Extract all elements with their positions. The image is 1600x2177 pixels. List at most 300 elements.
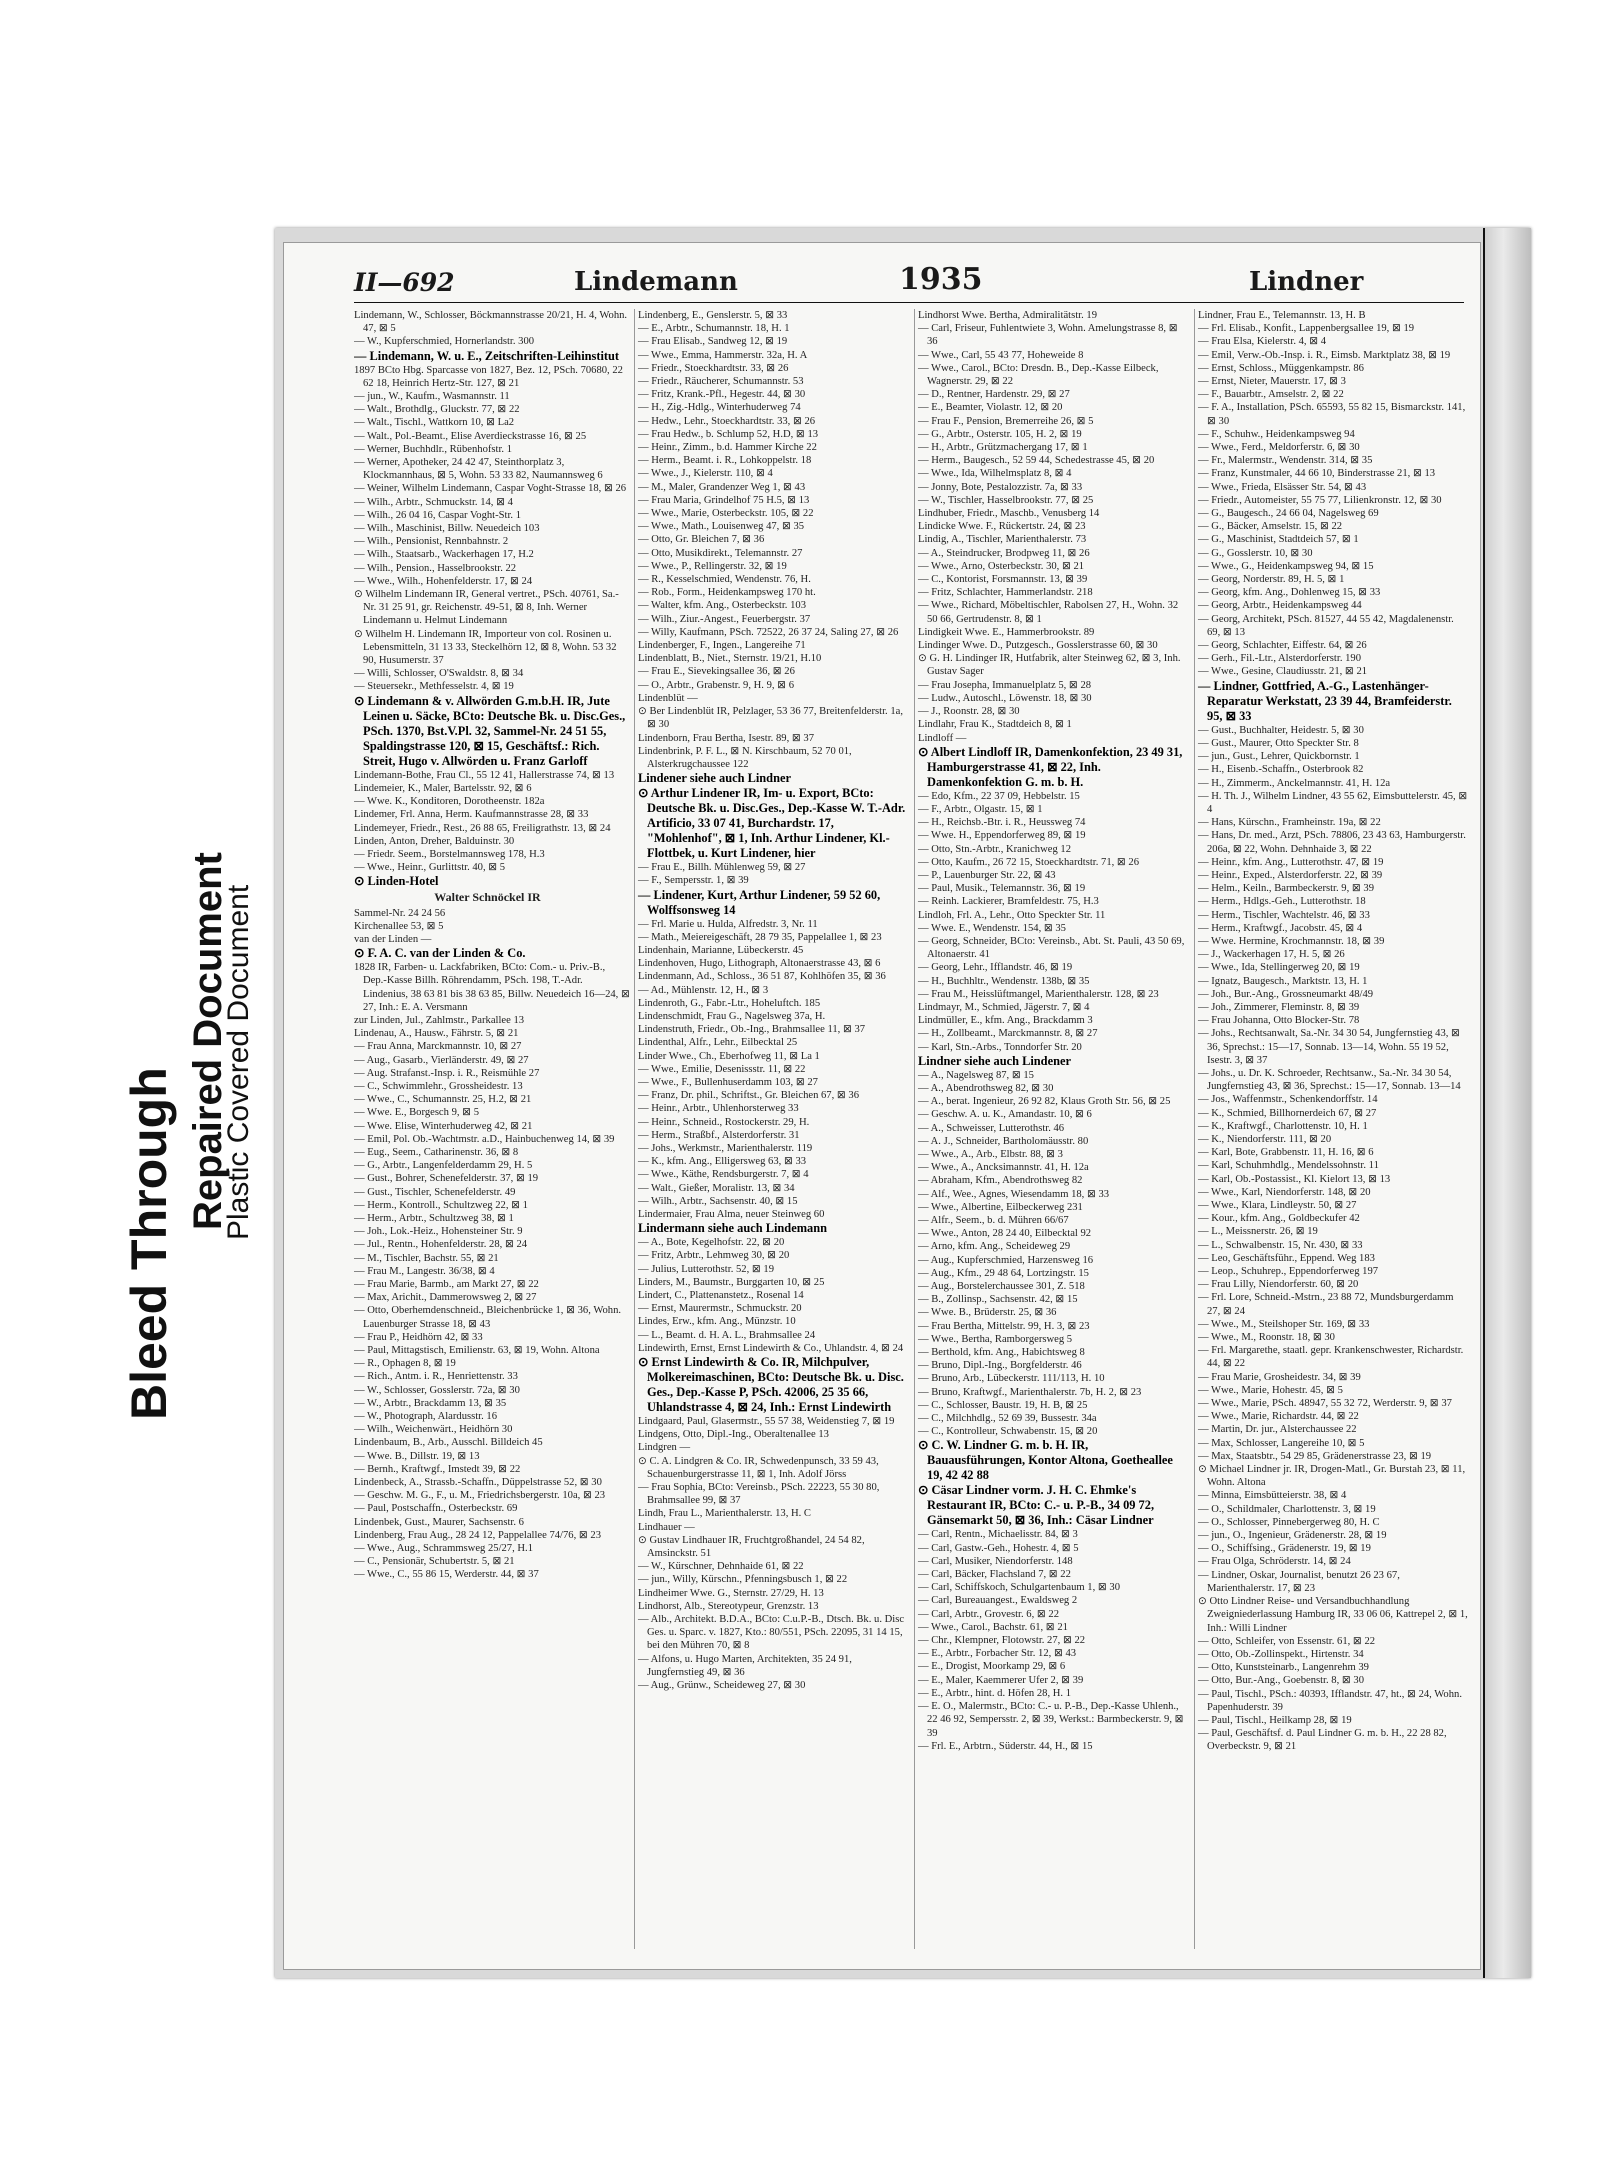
headword-left: Lindemann — [574, 267, 738, 297]
directory-entry: — H., Buchhltr., Wendenstr. 138b, ⊠ 35 — [918, 975, 1090, 987]
directory-entry: ⊙ Michael Lindner jr. IR, Drogen-Matl., Gr. Burstah 23, ⊠ 11, Wohn. Altona — [1198, 1464, 1466, 1489]
directory-entry: — Otto, Gr. Bleichen 7, ⊠ 36 — [638, 534, 765, 546]
directory-entry: — Chr., Klempner, Flotowstr. 27, ⊠ 22 — [918, 1635, 1086, 1647]
directory-entry: — Ad., Mühlenstr. 12, H., ⊠ 3 — [638, 984, 769, 996]
directory-entry: — Math., Meiereigeschäft, 28 79 35, Pappelallee 1, ⊠ 23 — [638, 931, 882, 943]
directory-entry: — J., Roonstr. 28, ⊠ 30 — [918, 706, 1020, 718]
directory-entry: — Georg, Norderstr. 89, H. 5, ⊠ 1 — [1198, 574, 1345, 586]
directory-entry: — G., Arbtr., Langenfelderdamm 29, H. 5 — [354, 1160, 533, 1172]
directory-entry: — E., Drogist, Moorkamp 29, ⊠ 6 — [918, 1661, 1066, 1673]
directory-entry: — Frau Marie, Grosheidestr. 34, ⊠ 39 — [1198, 1371, 1361, 1383]
directory-entry: Lindgren — — [638, 1442, 691, 1454]
column-2 — [634, 309, 908, 1949]
directory-entry: — Herm., Kontroll., Schultzweg 22, ⊠ 1 — [354, 1199, 528, 1211]
directory-entry: — Otto, Schleifer, von Essenstr. 61, ⊠ 22 — [1198, 1635, 1376, 1647]
directory-entry: Lindenberger, F., Ingen., Langereihe 71 — [638, 640, 806, 652]
directory-entry: — Hans, Kürschn., Framheinstr. 19a, ⊠ 22 — [1198, 817, 1381, 829]
directory-entry: — Reinh. Lackierer, Bramfeldestr. 75, H.3 — [918, 896, 1099, 908]
directory-entry: — Hans, Dr. med., Arzt, PSch. 78806, 23 43 63, Hamburgerstr. 206a, ⊠ 22, Wohn. Dehnhaide 3, ⊠ 22 — [1198, 830, 1466, 855]
directory-entry: — Wwe., M., Roonstr. 18, ⊠ 30 — [1198, 1332, 1335, 1344]
directory-entry: Lindemeier, K., Maler, Bartelsstr. 92, ⊠ 6 — [354, 782, 532, 794]
directory-entry: — Ignatz, Baugesch., Marktstr. 13, H. 1 — [1198, 975, 1368, 987]
directory-entry: — Helm., Keiln., Barmbeckerstr. 9, ⊠ 39 — [1198, 883, 1374, 895]
directory-entry: Lindmayr, M., Schmied, Jägerstr. 7, ⊠ 4 — [918, 1001, 1090, 1013]
directory-entry: — Wwe., Carol., BCto: Dresdn. B., Dep.-Kasse Eilbeck, Wagnerstr. 29, ⊠ 22 — [918, 362, 1159, 388]
directory-entry: — Fritz, Arbtr., Lehmweg 30, ⊠ 20 — [638, 1250, 790, 1262]
directory-entry: — Paul, Geschäftsf. d. Paul Lindner G. m. b. H., 22 28 82, Overbeckstr. 9, ⊠ 21 — [1198, 1728, 1447, 1753]
directory-entry: ⊙ Ernst Lindewirth & Co. IR, Milchpulver, Molkereimaschinen, BCto: Deutsche Bk. u. Disc. Ges., Dep.-Kasse P, PSch. 42006, 25 35 66, Uhlandstrasse 4, ⊠ 24, Inh.: Ernst Lindewirth — [638, 1355, 904, 1415]
directory-entry: Walter Schnöckel IR — [434, 890, 541, 905]
directory-entry: — Wwe. H., Eppendorferweg 89, ⊠ 19 — [918, 830, 1086, 842]
directory-entry: — F., Arbtr., Olgastr. 15, ⊠ 1 — [918, 803, 1043, 815]
directory-entry: — K., Schmied, Billhornerdeich 67, ⊠ 27 — [1198, 1107, 1377, 1119]
directory-entry: — Carl, Rentn., Michaelisstr. 84, ⊠ 3 — [918, 1529, 1078, 1541]
directory-entry: — Paul, Postschaffn., Osterbeckstr. 69 — [354, 1503, 518, 1515]
directory-entry: — Georg, Schlachter, Eiffestr. 64, ⊠ 26 — [1198, 640, 1367, 652]
directory-entry: — W., Kupferschmied, Hornerlandstr. 300 — [354, 336, 535, 348]
directory-entry: — Paul, Tischl., Heilkamp 28, ⊠ 19 — [1198, 1714, 1352, 1726]
directory-entry: Lindenstruth, Friedr., Ob.-Ing., Brahmsallee 11, ⊠ 37 — [638, 1024, 866, 1036]
directory-entry: — Fritz, Schlachter, Hammerlandstr. 218 — [918, 587, 1093, 599]
directory-entry: — Eug., Seem., Catharinenstr. 36, ⊠ 8 — [354, 1146, 519, 1158]
directory-entry: — Martin, Dr. jur., Alsterchaussee 22 — [1198, 1424, 1357, 1436]
directory-entry: — E., Maler, Kaemmerer Ufer 2, ⊠ 39 — [918, 1674, 1084, 1686]
directory-entry: Lindes, Erw., kfm. Ang., Münzstr. 10 — [638, 1316, 796, 1328]
directory-entry: — Wwe., Wilh., Hohenfelderstr. 17, ⊠ 24 — [354, 575, 533, 587]
directory-entry: — L., Beamt. d. H. A. L., Brahmsallee 24 — [638, 1329, 816, 1341]
scanned-page-frame — [275, 228, 1531, 1978]
directory-entry: — Werner, Buchhdlr., Rübenhofstr. 1 — [354, 443, 512, 455]
directory-entry: — Wwe. Hermine, Krochmannstr. 18, ⊠ 39 — [1198, 935, 1385, 947]
directory-entry: — Frau M., Langestr. 36/38, ⊠ 4 — [354, 1265, 495, 1277]
directory-entry: ⊙ G. H. Lindinger IR, Hutfabrik, alter Steinweg 62, ⊠ 3, Inh. Gustav Sager — [918, 653, 1181, 678]
directory-entry: — H., Arbtr., Grützmachergang 17, ⊠ 1 — [918, 442, 1088, 454]
directory-entry: van der Linden — — [354, 933, 432, 945]
directory-entry: — Wwe. K., Konditoren, Dorotheenstr. 182a — [354, 796, 545, 808]
directory-entry: — R., Kesselschmied, Wendenstr. 76, H. — [638, 574, 811, 586]
directory-entry: — Gust., Maurer, Otto Speckter Str. 8 — [1198, 737, 1359, 749]
directory-entry: — Herm., Beamt. i. R., Lohkoppelstr. 18 — [638, 455, 812, 467]
directory-entry: — Georg, Arbtr., Heidenkampsweg 44 — [1198, 600, 1362, 612]
directory-entry: — Frau Olga, Schröderstr. 14, ⊠ 24 — [1198, 1556, 1351, 1568]
directory-entry: ⊙ Wilhelm H. Lindemann IR, Importeur von col. Rosinen u. Lebensmitteln, 31 13 33, Steckelhörn 12, ⊠ 8, Wohn. 53 32 90, Husumerstr. 37 — [354, 628, 617, 667]
directory-entry: — Alf., Wee., Agnes, Wiesendamm 18, ⊠ 33 — [918, 1188, 1110, 1200]
directory-entry: — Wwe., Ferd., Meldorferstr. 6, ⊠ 30 — [1198, 442, 1360, 454]
directory-entry: Lindemann, W., Schlosser, Böckmannstrasse 20/21, H. 4, Wohn. 47, ⊠ 5 — [354, 310, 628, 335]
directory-entry: Lindgaard, Paul, Glasermstr., 55 57 38, Weidenstieg 7, ⊠ 19 — [638, 1416, 895, 1428]
directory-entry: — G., Bäcker, Amselstr. 15, ⊠ 22 — [1198, 521, 1343, 533]
directory-entry: — O., Schlosser, Pinnebergerweg 80, H. C — [1198, 1516, 1380, 1528]
directory-entry: — Wwe., Carol., Bachstr. 61, ⊠ 21 — [918, 1621, 1068, 1633]
directory-entry: Lindenhain, Marianne, Lübeckerstr. 45 — [638, 944, 804, 956]
directory-entry: — E., Arbtr., Schumannstr. 18, H. 1 — [638, 323, 790, 335]
directory-entry: Lindenborn, Frau Bertha, Isestr. 89, ⊠ 37 — [638, 732, 814, 744]
directory-entry: — A., Abendrothsweg 82, ⊠ 30 — [918, 1082, 1054, 1094]
directory-entry: — Frau Hedw., b. Schlump 52, H.D, ⊠ 13 — [638, 428, 819, 440]
directory-entry: — Emil, Verw.-Ob.-Insp. i. R., Eimsb. Marktplatz 38, ⊠ 19 — [1198, 349, 1451, 361]
directory-entry: — Georg, Architekt, PSch. 81527, 44 55 42, Magdalenenstr. 69, ⊠ 13 — [1198, 613, 1454, 638]
directory-entry: — W., Kürschner, Dehnhaide 61, ⊠ 22 — [638, 1561, 804, 1573]
directory-entry: — Wilh., Maschinist, Billw. Neuedeich 103 — [354, 523, 540, 535]
directory-entry: — Heinr., Arbtr., Uhlenhorsterweg 33 — [638, 1103, 799, 1115]
directory-entry: — Georg, kfm. Ang., Dohlenweg 15, ⊠ 33 — [1198, 587, 1381, 599]
directory-entry: — Ernst, Schloss., Müggenkampstr. 86 — [1198, 362, 1364, 374]
directory-entry: — H., Eisenb.-Schaffn., Osterbrook 82 — [1198, 764, 1364, 776]
directory-entry: — Max, Staatsbtr., 54 29 85, Grädenerstrasse 23, ⊠ 19 — [1198, 1450, 1432, 1462]
directory-entry: — Heinr., Zimm., b.d. Hammer Kirche 22 — [638, 442, 817, 454]
directory-entry: — Otto, Kunststeinarb., Langenrehm 39 — [1198, 1662, 1369, 1674]
directory-entry: Lindenau, A., Hausw., Fährstr. 5, ⊠ 21 — [354, 1028, 519, 1040]
directory-entry: — W., Arbtr., Brackdamm 13, ⊠ 35 — [354, 1397, 507, 1409]
directory-entry: — C., Milchhdlg., 52 69 39, Bussestr. 34a — [918, 1413, 1097, 1425]
directory-entry: Lindenthal, Alfr., Lehr., Eilbecktal 25 — [638, 1037, 798, 1049]
directory-entry: ⊙ C. A. Lindgren & Co. IR, Schwedenpunsch, 33 59 43, Schauenburgerstrasse 11, ⊠ 1, Inh. Adolf Jörss — [638, 1455, 879, 1480]
directory-entry: — Karl, Ob.-Postassist., Kl. Kielort 13, ⊠ 13 — [1198, 1173, 1391, 1185]
directory-entry: Lindlahr, Frau K., Stadtdeich 8, ⊠ 1 — [918, 719, 1072, 731]
directory-entry: — C., Kontorist, Forsmannstr. 13, ⊠ 39 — [918, 574, 1088, 586]
directory-entry: — Wwe., A., Ancksimannstr. 41, H. 12a — [918, 1162, 1089, 1174]
directory-entry: — Wwe., Marie, Hohestr. 45, ⊠ 5 — [1198, 1384, 1343, 1396]
directory-entry: — Wwe., Karl, Niendorferstr. 148, ⊠ 20 — [1198, 1186, 1371, 1198]
directory-entry: — Carl, Bureauangest., Ewaldsweg 2 — [918, 1595, 1078, 1607]
directory-entry: Lindenblüt — — [638, 692, 698, 704]
page-number: II—692 — [354, 268, 455, 297]
directory-entry: — Walt., Pol.-Beamt., Elise Averdieckstrasse 16, ⊠ 25 — [354, 430, 587, 442]
directory-entry: ⊙ Wilhelm Lindemann IR, General vertret., PSch. 40761, Sa.-Nr. 31 25 91, gr. Reichenstr. 49-51, ⊠ 8, Inh. Werner Lindemann u. Helmut Lindemann — [354, 589, 619, 627]
directory-entry: — jun., Gust., Lehrer, Quickbornstr. 1 — [1198, 751, 1360, 763]
directory-entry: — Frau Anna, Marckmannstr. 10, ⊠ 27 — [354, 1041, 522, 1053]
headword-right: Lindner — [1249, 267, 1364, 297]
directory-entry: — Friedr., Räucherer, Schumannstr. 53 — [638, 376, 804, 388]
directory-entry: — Frau Marie, Barmb., am Markt 27, ⊠ 22 — [354, 1279, 539, 1290]
directory-entry: — Rich., Antm. i. R., Henriettenstr. 33 — [354, 1371, 518, 1383]
directory-entry: — Ludw., Autoschl., Löwenstr. 18, ⊠ 30 — [918, 692, 1092, 704]
directory-entry: — Arno, kfm. Ang., Scheideweg 29 — [918, 1241, 1071, 1253]
directory-entry: — C., Schwimmlehr., Grossheidestr. 13 — [354, 1080, 523, 1092]
directory-entry: — Wwe. B., Dillstr. 19, ⊠ 13 — [354, 1450, 480, 1462]
directory-year: 1935 — [899, 262, 983, 297]
directory-entry: — Aug., Borstelerchaussee 301, Z. 518 — [918, 1281, 1085, 1293]
directory-entry: — C., Schlosser, Baustr. 19, H. B, ⊠ 25 — [918, 1399, 1088, 1411]
directory-entry: — O., Schiffsing., Grädenerstr. 19, ⊠ 19 — [1198, 1543, 1371, 1555]
directory-entry: — Leo, Geschäftsführ., Eppend. Weg 183 — [1198, 1252, 1375, 1264]
directory-entry: — Karl, Schuhmhdlg., Mendelssohnstr. 11 — [1198, 1160, 1379, 1172]
directory-entry: — H. Th. J., Wilhelm Lindner, 43 55 62, Eimsbuttelerstr. 45, ⊠ 4 — [1198, 790, 1468, 815]
directory-entry: — A., Bote, Kegelhofstr. 22, ⊠ 20 — [638, 1237, 785, 1249]
directory-entry: — Wilh., Ziur.-Angest., Feuerbergstr. 37 — [638, 613, 811, 625]
directory-entry: — Heinr., Schneid., Rostockerstr. 29, H. — [638, 1116, 810, 1128]
directory-entry: ⊙ Gustav Lindhauer IR, Fruchtgroßhandel, 24 54 82, Amsinckstr. 51 — [638, 1534, 865, 1560]
directory-entry: ⊙ C. W. Lindner G. m. b. H. IR, Bauausführungen, Kontor Altona, Goetheallee 19, 42 42 88 — [918, 1438, 1173, 1483]
directory-entry: — Wilh., Arbtr., Sachsenstr. 40, ⊠ 15 — [638, 1195, 798, 1207]
directory-entry: — Abraham, Kfm., Abendrothsweg 82 — [918, 1175, 1083, 1187]
directory-entry: Lindh, Frau L., Marienthalerstr. 13, H. C — [638, 1508, 812, 1520]
directory-entry: — Alb., Architekt. B.D.A., BCto: C.u.P.-B., Dtsch. Bk. u. Disc Ges. u. Sparc. v. 1827, Kto.: 80/551, PSch. 22095, 31 14 15, bei den Mühren 70, ⊠ 8 — [638, 1614, 905, 1652]
directory-entry: Lindenberg, E., Genslerstr. 5, ⊠ 33 — [638, 310, 788, 321]
directory-entry: — G., Gosslerstr. 10, ⊠ 30 — [1198, 547, 1313, 559]
directory-entry: Lindigkeit Wwe. E., Hammerbrookstr. 89 — [918, 626, 1095, 638]
directory-entry: Lindig, A., Tischler, Marienthalerstr. 73 — [918, 534, 1087, 546]
directory-entry: — Johs., u. Dr. K. Schroeder, Rechtsanw., Sa.-Nr. 34 30 54, Jungfernstieg 43, ⊠ 36, Sprechst.: 15—17, Sonnab. 13—14 — [1198, 1067, 1461, 1093]
directory-entry: — Carl, Schiffskoch, Schulgartenbaum 1, ⊠ 30 — [918, 1582, 1120, 1594]
directory-entry: — Friedr., Stoeckhardtstr. 33, ⊠ 26 — [638, 362, 789, 374]
directory-entry: — Rob., Form., Heidenkampsweg 170 ht. — [638, 587, 816, 599]
directory-entry: — Frau Josepha, Immanuelplatz 5, ⊠ 28 — [918, 679, 1092, 691]
directory-entry: Lindner siehe auch Lindener — [918, 1053, 1071, 1068]
directory-entry: Lindemann-Bothe, Frau Cl., 55 12 41, Hallerstrasse 74, ⊠ 13 — [354, 769, 615, 781]
directory-entry: — Wilh., Pensionist, Rennbahnstr. 2 — [354, 536, 509, 548]
column-1 — [354, 309, 630, 1949]
directory-entry: — Wwe., Käthe, Rendsburgerstr. 7, ⊠ 4 — [638, 1169, 809, 1181]
directory-entry: Lindloh, Frl. A., Lehr., Otto Speckter Str. 11 — [918, 909, 1106, 921]
directory-entry: — Kour., kfm. Ang., Goldbeckufer 42 — [1198, 1213, 1360, 1225]
directory-entry: — Wwe., Ida, Wilhelmsplatz 8, ⊠ 4 — [918, 468, 1072, 480]
directory-entry: — W., Tischler, Hasselbrookstr. 77, ⊠ 25 — [918, 494, 1094, 506]
directory-entry: — Franz, Kunstmaler, 44 66 10, Binderstrasse 21, ⊠ 13 — [1198, 468, 1436, 480]
directory-entry: Lindemeyer, Friedr., Rest., 26 88 65, Freiligrathstr. 13, ⊠ 24 — [354, 822, 611, 834]
directory-entry: — Johs., Rechtsanwalt, Sa.-Nr. 34 30 54, Jungfernstieg 43, ⊠ 36, Sprechst.: 15—17, Sonnab. 13—14, Wohn. 55 19 52, Isestr. 3, ⊠ 37 — [1198, 1028, 1460, 1066]
directory-entry: — Bernh., Kraftwgf., Imstedt 39, ⊠ 22 — [354, 1463, 521, 1475]
directory-entry: — Frau Bertha, Mittelstr. 99, H. 3, ⊠ 23 — [918, 1320, 1090, 1332]
directory-entry: — Bruno, Arb., Lübeckerstr. 111/113, H. 10 — [918, 1373, 1105, 1385]
column-3 — [914, 309, 1188, 1949]
directory-entry: — Wwe., Heinr., Gurlittstr. 40, ⊠ 5 — [354, 862, 506, 874]
directory-entry: — Wilh., Pension., Hasselbrookstr. 22 — [354, 562, 517, 574]
directory-entry: — K., Kraftwgf., Charlottenstr. 10, H. 1 — [1198, 1120, 1368, 1132]
directory-entry: — Frau Elsa, Kielerstr. 4, ⊠ 4 — [1198, 336, 1327, 348]
directory-entry: Lindhauer — — [638, 1521, 695, 1533]
directory-entry: — E., Arbtr., hint. d. Höfen 28, H. 1 — [918, 1687, 1072, 1699]
directory-entry: — Wwe., P., Rellingerstr. 32, ⊠ 19 — [638, 560, 787, 572]
directory-entry: — Willi, Schlosser, O'Swaldstr. 8, ⊠ 34 — [354, 668, 524, 680]
directory-entry: — F., Schuhw., Heidenkampsweg 94 — [1198, 428, 1355, 440]
directory-entry: — Alfons, u. Hugo Marten, Architekten, 35 24 91, Jungfernstieg 49, ⊠ 36 — [638, 1653, 852, 1678]
directory-entry: ⊙ Linden-Hotel — [354, 874, 439, 889]
directory-entry: — Wwe., Albertine, Eilbeckerweg 231 — [918, 1201, 1083, 1213]
directory-entry: — Herm., Hdlgs.-Geh., Lutterothstr. 18 — [1198, 896, 1366, 908]
directory-entry: — Wwe., Bertha, Ramborgersweg 5 — [918, 1333, 1073, 1345]
directory-entry: Lindenroth, G., Fabr.-Ltr., Hoheluftch. 185 — [638, 997, 821, 1009]
directory-entry: — Lindemann, W. u. E., Zeitschriften-Leihinstitut — [354, 348, 620, 363]
column-4 — [1194, 309, 1468, 1949]
directory-entry: Lindner, Frau E., Telemannstr. 13, H. B — [1198, 310, 1366, 321]
directory-entry: — Wwe. E., Wendenstr. 154, ⊠ 35 — [918, 922, 1066, 934]
directory-entry: — Frau Maria, Grindelhof 75 H.5, ⊠ 13 — [638, 494, 810, 506]
directory-entry: — Wwe., M., Steilshoper Str. 169, ⊠ 33 — [1198, 1318, 1370, 1330]
directory-entry: — W., Photograph, Alardusstr. 16 — [354, 1411, 498, 1423]
directory-entry: Lindenbeck, A., Strassb.-Schaffn., Düppelstrasse 52, ⊠ 30 — [354, 1477, 602, 1489]
directory-entry: — C., Kontrolleur, Schwabenstr. 15, ⊠ 20 — [918, 1426, 1098, 1438]
directory-entry: — Wwe., Klara, Lindleystr. 50, ⊠ 27 — [1198, 1200, 1357, 1211]
directory-entry: — Wwe. Elise, Winterhuderweg 42, ⊠ 21 — [354, 1120, 533, 1132]
directory-entry: — Minna, Eimsbütteierstr. 38, ⊠ 4 — [1198, 1490, 1347, 1502]
directory-entry: — Frau Sophia, BCto: Vereinsb., PSch. 22223, 55 30 80, Brahmsallee 99, ⊠ 37 — [638, 1482, 880, 1507]
directory-entry: — Frau Johanna, Otto Blocker-Str. 78 — [1198, 1015, 1360, 1027]
directory-entry: — Wwe., J., Kielerstr. 110, ⊠ 4 — [638, 468, 773, 480]
directory-entry: Linden, Anton, Dreher, Balduinstr. 30 — [354, 835, 515, 847]
directory-entry: Lindenhoven, Hugo, Lithograph, Altonaerstrasse 43, ⊠ 6 — [638, 958, 881, 970]
directory-entry: — Herm., Straßbf., Alsterdorferstr. 31 — [638, 1129, 800, 1141]
directory-entry: — D., Rentner, Hardenstr. 29, ⊠ 27 — [918, 389, 1070, 401]
directory-entry: — L., Schwalbenstr. 15, Nr. 430, ⊠ 33 — [1198, 1239, 1363, 1251]
directory-entry: — Friedr. Seem., Borstelmannsweg 178, H.3 — [354, 848, 545, 860]
directory-entry: Lindgens, Otto, Dipl.-Ing., Oberaltenallee 13 — [638, 1429, 829, 1441]
directory-entry: Lindenblatt, B., Niet., Sternstr. 19/21, H.10 — [638, 653, 822, 665]
directory-entry: ⊙ Lindemann & v. Allwörden G.m.b.H. IR, Jute Leinen u. Säcke, BCto: Deutsche Bk. u. Disc.Ges., PSch. 1370, Bst.V.Pl. 32, Sammel-Nr. 24 51 55, Spaldingstrasse 120, ⊠ 15, Geschäftsf.: Rich. Streit, Hugo v. Allwörden u. Franz Garloff — [354, 693, 626, 768]
adjacent-page-edge — [1483, 228, 1531, 1978]
directory-entry: — G., Baugesch., 24 66 04, Nagelsweg 69 — [1198, 508, 1379, 520]
directory-entry: — K., Niendorferstr. 111, ⊠ 20 — [1198, 1133, 1332, 1145]
directory-entry: — Wwe., Gesine, Claudiusstr. 21, ⊠ 21 — [1198, 666, 1368, 678]
directory-entry: — F. A., Installation, PSch. 65593, 55 82 15, Bismarckstr. 141, ⊠ 30 — [1198, 402, 1466, 427]
directory-entry: Sammel-Nr. 24 24 56 — [354, 907, 446, 919]
directory-entry: Lindenmann, Ad., Schloss., 36 51 87, Kohlhöfen 35, ⊠ 36 — [638, 971, 886, 983]
directory-entry: — Wwe., F., Bullenhuserdamm 103, ⊠ 27 — [638, 1076, 818, 1088]
directory-page — [283, 242, 1481, 1970]
directory-entry: — Aug., Grünw., Scheideweg 27, ⊠ 30 — [638, 1680, 806, 1692]
directory-entry: — Frau P., Heidhörn 42, ⊠ 33 — [354, 1331, 483, 1343]
directory-entry: — Friedr., Automeister, 55 75 77, Lilienkronstr. 12, ⊠ 30 — [1198, 494, 1442, 506]
directory-entry: Lindloff — — [918, 732, 967, 744]
directory-entry: — O., Arbtr., Grabenstr. 9, H. 9, ⊠ 6 — [638, 679, 794, 691]
directory-entry: — Geschw. A. u. K., Amandastr. 10, ⊠ 6 — [918, 1109, 1092, 1121]
directory-entry: — Wwe., Richard, Möbeltischler, Rabolsen 27, H., Wohn. 32 50 66, Gertrudenstr. 8, ⊠ 1 — [918, 600, 1179, 625]
directory-entry: Lindinger Wwe. D., Putzgesch., Gosslerstrasse 60, ⊠ 30 — [918, 640, 1158, 652]
directory-entry: — Joh., Bur.-Ang., Grossneumarkt 48/49 — [1198, 988, 1374, 1000]
directory-entry: — Paul, Mittagstisch, Emilienstr. 63, ⊠ 19, Wohn. Altona — [354, 1345, 600, 1357]
directory-entry: — Wwe., G., Heidenkampsweg 94, ⊠ 15 — [1198, 560, 1374, 572]
directory-entry: Lindhuber, Friedr., Maschb., Venusberg 14 — [918, 508, 1100, 520]
directory-entry: — Gerh., Fil.-Ltr., Alsterdorferstr. 190 — [1198, 653, 1362, 665]
directory-entry: Linder Wwe., Ch., Eberhofweg 11, ⊠ La 1 — [638, 1050, 820, 1062]
directory-entry: — A., Steindrucker, Brodpweg 11, ⊠ 26 — [918, 547, 1090, 559]
directory-entry: — H., Zig.-Hdlg., Winterhuderweg 74 — [638, 402, 801, 414]
directory-entry: Linders, M., Baumstr., Burggarten 10, ⊠ 25 — [638, 1276, 825, 1288]
directory-entry: — M., Tischler, Bachstr. 55, ⊠ 21 — [354, 1252, 499, 1264]
directory-entry: — J., Wackerhagen 17, H. 5, ⊠ 26 — [1198, 949, 1345, 961]
directory-entry: Lindewirth, Ernst, Ernst Lindewirth & Co., Uhlandstr. 4, ⊠ 24 — [638, 1342, 904, 1354]
directory-entry: — E., Beamter, Violastr. 12, ⊠ 20 — [918, 402, 1063, 414]
directory-entry: — Georg, Lehr., Ifflandstr. 46, ⊠ 19 — [918, 962, 1073, 974]
directory-entry: — A., Nagelsweg 87, ⊠ 15 — [918, 1069, 1034, 1081]
directory-entry: — Johs., Werkmstr., Marienthalerstr. 119 — [638, 1142, 813, 1154]
directory-entry: — F., Bauarbtr., Amselstr. 2, ⊠ 22 — [1198, 389, 1344, 401]
directory-entry: — Carl, Musiker, Niendorferstr. 148 — [918, 1555, 1073, 1567]
directory-entry: — H., Reichsb.-Btr. i. R., Heussweg 74 — [918, 817, 1086, 829]
directory-entry: — W., Schlosser, Gosslerstr. 72a, ⊠ 30 — [354, 1384, 520, 1396]
directory-entry: — Lindener, Kurt, Arthur Lindener, 59 52 60, Wolffsonsweg 14 — [638, 887, 881, 917]
directory-entry: — Wwe., Marie, Richardstr. 44, ⊠ 22 — [1198, 1411, 1359, 1423]
directory-entry: — Alfr., Seem., b. d. Mühren 66/67 — [918, 1215, 1069, 1226]
directory-entry: — Wwe., Emilie, Desenissstr. 11, ⊠ 22 — [638, 1063, 806, 1075]
directory-entry: — Emil, Pol. Ob.-Wachtmstr. a.D., Hainbuchenweg 14, ⊠ 39 — [354, 1133, 615, 1145]
directory-entry: — Herm., Baugesch., 52 59 44, Schedestrasse 45, ⊠ 20 — [918, 455, 1155, 467]
directory-entry: ⊙ Otto Lindner Reise- und Versandbuchhandlung Zweigniederlassung Hamburg IR, 33 06 06, Kattrepel 2, ⊠ 1, Inh.: Willi Lindner — [1198, 1596, 1468, 1634]
directory-entry: — Max, Arichit., Dammerowsweg 2, ⊠ 27 — [354, 1292, 537, 1304]
directory-entry: Lindheimer Wwe. G., Sternstr. 27/29, H. 13 — [638, 1587, 824, 1599]
label-bleed-through: Bleed Through — [121, 1067, 177, 1420]
directory-entry: — Edo, Kfm., 22 37 09, Hebbelstr. 15 — [918, 790, 1080, 802]
directory-entry: — E. O., Malermstr., BCto: C.- u. P.-B., Dep.-Kasse Uhlenh., 22 46 92, Sempersstr. 2, ⊠ 39, Werkst.: Barmbeckerstr. 9, ⊠ 39 — [918, 1701, 1184, 1739]
directory-entry: Lindermann siehe auch Lindemann — [638, 1221, 827, 1236]
directory-entry: — Bruno, Dipl.-Ing., Borgfelderstr. 46 — [918, 1360, 1082, 1372]
directory-entry: — jun., W., Kaufm., Wasmannstr. 11 — [354, 391, 510, 403]
directory-entry: Lindenbaum, B., Arb., Ausschl. Billdeich 45 — [354, 1437, 543, 1449]
label-plastic-covered-document: Plastic Covered Document — [222, 884, 255, 1240]
directory-entry: — A., berat. Ingenieur, 26 92 82, Klaus Groth Str. 56, ⊠ 25 — [918, 1096, 1171, 1108]
directory-entry: — Otto, Musikdirekt., Telemannstr. 27 — [638, 547, 803, 559]
directory-entry: — B., Zollinsp., Sachsenstr. 42, ⊠ 15 — [918, 1294, 1078, 1306]
directory-entry: Lindhorst, Alb., Stereotypeur, Grenzstr. 13 — [638, 1600, 819, 1612]
directory-entry: — Werner, Apotheker, 24 42 47, Steinthorplatz 3, Klockmannhaus, ⊠ 5, Wohn. 53 33 82, Naumannsweg 6 — [354, 457, 603, 482]
directory-entry: — Frl. Lore, Schneid.-Mstrn., 23 88 72, Mundsburgerdamm 27, ⊠ 24 — [1198, 1292, 1454, 1317]
directory-entry: — L., Meissnerstr. 26, ⊠ 19 — [1198, 1226, 1318, 1238]
directory-entry: Lindenbek, Gust., Maurer, Sachsenstr. 6 — [354, 1516, 524, 1528]
directory-entry: — Joh., Lok.-Heiz., Hohensteiner Str. 9 — [354, 1226, 523, 1238]
directory-entry: — Carl, Arbtr., Grovestr. 6, ⊠ 22 — [918, 1608, 1059, 1620]
directory-entry: — G., Maschinist, Stadtdeich 57, ⊠ 1 — [1198, 534, 1359, 546]
directory-entry: — Frl. Elisab., Konfit., Lappenbergsallee 19, ⊠ 19 — [1198, 323, 1415, 335]
directory-entry: — Walter, kfm. Ang., Osterbeckstr. 103 — [638, 600, 806, 612]
directory-entry: — Frau Lilly, Niendorferstr. 60, ⊠ 20 — [1198, 1279, 1359, 1291]
directory-entry: — Wilh., Arbtr., Schmuckstr. 14, ⊠ 4 — [354, 496, 513, 508]
directory-entry: — Aug., Kupferschmied, Harzensweg 16 — [918, 1254, 1094, 1266]
directory-entry: ⊙ Ber Lindenblüt IR, Pelzlager, 53 36 77, Breitenfelderstr. 1a, ⊠ 30 — [638, 706, 903, 731]
directory-entry: — Herm., Arbtr., Schultzweg 38, ⊠ 1 — [354, 1212, 514, 1224]
directory-entry: — Georg, Schneider, BCto: Vereinsb., Abt. St. Pauli, 43 50 69, Altonaerstr. 41 — [918, 935, 1185, 961]
directory-entry: — Wwe., Marie, PSch. 48947, 55 32 72, Werderstr. 9, ⊠ 37 — [1198, 1398, 1452, 1410]
directory-entry: zur Linden, Jul., Zahlmstr., Parkallee 13 — [354, 1014, 525, 1026]
directory-entry: — Aug., Gasarb., Vierländerstr. 49, ⊠ 27 — [354, 1054, 529, 1066]
directory-entry: — Wwe., Math., Louisenweg 47, ⊠ 35 — [638, 521, 805, 533]
directory-entry: — Gust., Tischler, Schenefelderstr. 49 — [354, 1186, 516, 1198]
directory-entry: — Wwe., Aug., Schrammsweg 25/27, H.1 — [354, 1543, 533, 1555]
directory-entry: — Walt., Tischl., Wattkorn 10, ⊠ La2 — [354, 417, 515, 429]
directory-columns — [354, 309, 1468, 1949]
directory-entry: — Aug. Strafanst.-Insp. i. R., Reismühle 27 — [354, 1067, 540, 1079]
directory-entry: — Wilh., Staatsarb., Wackerhagen 17, H.2 — [354, 549, 534, 561]
directory-entry: — Gust., Buchhalter, Heidestr. 5, ⊠ 30 — [1198, 724, 1364, 736]
directory-entry: Lindhorst Wwe. Bertha, Admiralitätstr. 19 — [918, 310, 1097, 321]
directory-entry: — G., Arbtr., Osterstr. 105, H. 2, ⊠ 19 — [918, 428, 1082, 440]
directory-entry: — Ernst, Nieter, Mauerstr. 17, ⊠ 3 — [1198, 376, 1346, 388]
directory-entry: ⊙ Arthur Lindener IR, Im- u. Export, BCto: Deutsche Bk. u. Disc.Ges., Dep.-Kasse W. T.-Adr. Artificio, 33 07 41, Burchardstr. 17, "Mohlenhof", ⊠ 1, Inh. Arthur Lindener, Kl.-Flottbek, u. Kurt Lindener, hier — [638, 786, 906, 861]
directory-entry: — Herm., Tischler, Wachtelstr. 46, ⊠ 33 — [1198, 909, 1370, 921]
directory-entry: — R., Ophagen 8, ⊠ 19 — [354, 1358, 456, 1370]
directory-entry: — Fr., Malermstr., Wendenstr. 314, ⊠ 35 — [1198, 455, 1373, 467]
directory-entry: — Jos., Waffenmstr., Schenkendorffstr. 14 — [1198, 1094, 1378, 1106]
directory-entry: ⊙ Cäsar Lindner vorm. J. H. C. Ehmke's Restaurant IR, BCto: C.- u. P.-B., 34 09 72, Gänsemarkt 50, ⊠ 36, Inh.: Cäsar Lindner — [918, 1483, 1155, 1528]
directory-entry: Lindmüller, E., kfm. Ang., Brackdamm 3 — [918, 1015, 1093, 1027]
directory-entry: — F., Sempersstr. 1, ⊠ 39 — [638, 875, 749, 887]
directory-entry: — Otto, Stn.-Arbtr., Kranichweg 12 — [918, 843, 1071, 855]
directory-entry: — Wwe., Ida, Stellingerweg 20, ⊠ 19 — [1198, 962, 1360, 974]
directory-entry: Lindenbrink, P. F. L., ⊠ N. Kirschbaum, 52 70 01, Alsterkrugchaussee 122 — [638, 745, 852, 770]
directory-entry: — Joh., Zimmerer, Fleminstr. 8, ⊠ 39 — [1198, 1001, 1360, 1013]
directory-entry: — Heinr., kfm. Ang., Lutterothstr. 47, ⊠ 19 — [1198, 856, 1384, 868]
directory-entry: — Wwe. B., Brüderstr. 25, ⊠ 36 — [918, 1307, 1057, 1319]
directory-entry: — Frau E., Sievekingsallee 36, ⊠ 26 — [638, 666, 795, 678]
directory-entry: — H., Zimmerm., Anckelmannstr. 41, H. 12a — [1198, 777, 1391, 789]
directory-entry: — Berthold, kfm. Ang., Habichtsweg 8 — [918, 1347, 1085, 1359]
directory-entry: — Wwe., Carl, 55 43 77, Hoheweide 8 — [918, 349, 1084, 361]
directory-entry: — Wwe. E., Borgesch 9, ⊠ 5 — [354, 1107, 479, 1119]
directory-entry: — Wwe., Frieda, Elsässer Str. 54, ⊠ 43 — [1198, 481, 1367, 493]
directory-entry: — Herm., Kraftwgf., Jacobstr. 45, ⊠ 4 — [1198, 922, 1363, 934]
directory-entry: — Wwe., C., Schumannstr. 25, H.2, ⊠ 21 — [354, 1094, 532, 1106]
directory-entry: ⊙ F. A. C. van der Linden & Co. — [354, 946, 526, 961]
directory-entry: — Ernst, Maurermstr., Schmuckstr. 20 — [638, 1303, 802, 1315]
